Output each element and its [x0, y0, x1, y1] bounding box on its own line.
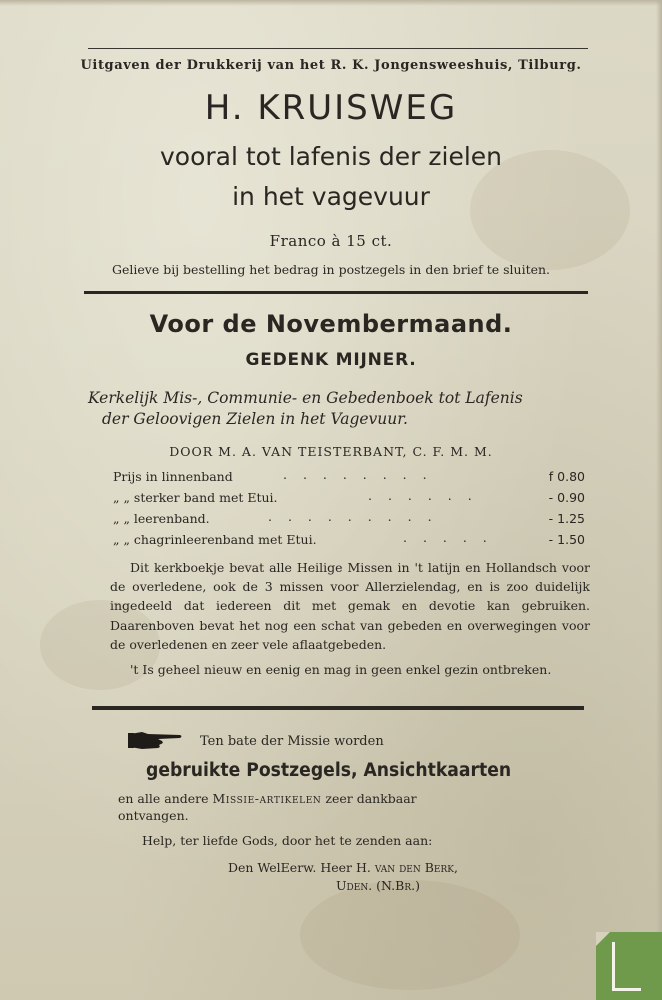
missie-line3-prefix: en alle andere: [118, 791, 209, 806]
price-leader-dots: . . . . .: [403, 530, 493, 545]
price-row: [113, 490, 593, 511]
price-list: [113, 469, 593, 553]
address-line1: [228, 860, 458, 875]
watermark-logo-mark: [612, 942, 641, 991]
book-author: DOOR M. A. VAN TEISTERBANT, C. F. M. M.: [169, 444, 493, 459]
price-label: Prijs in linnenband: [113, 469, 233, 484]
section-divider: [84, 291, 588, 294]
missie-line3: [118, 791, 417, 806]
kruisweg-price: Franco à 15 ct.: [269, 232, 393, 250]
book-description: [88, 388, 598, 430]
book-paragraph-text: 't Is geheel nieuw en eenig en mag in geen enkel gezin ontbreken.: [130, 662, 552, 677]
order-instruction: Gelieve bij bestelling het bedrag in postzegels in den brief te sluiten.: [111, 262, 551, 277]
price-row: [113, 532, 593, 553]
price-leader-dots: . . . . . . . .: [283, 467, 433, 482]
price-leader-dots: . . . . . . . . .: [268, 509, 438, 524]
price-amount: - 0.90: [548, 490, 585, 505]
november-heading: Voor de Novembermaand.: [149, 310, 513, 338]
address-prefix: Den WelEerw. Heer H.: [228, 860, 371, 875]
missie-line4: ontvangen.: [118, 808, 189, 823]
missie-line1: Ten bate der Missie worden: [200, 734, 384, 749]
watermark-logo-corner: [596, 932, 610, 946]
price-amount: f 0.80: [548, 469, 585, 484]
paper-stain: [300, 880, 520, 990]
book-paragraph-text: Dit kerkboekje bevat alle Heilige Missen in 't latijn en Hollandsch voor de overledene, ook de 3 missen voor Allerzielendag, en is zoo duidelijk ingedeeld dat iedereen dit met gemak en devotie kan gebruiken. Daarenboven bevat het nog een schat van gebeden en overwegingen voor de overledenen en zeer vele aflaatgebeden.: [110, 560, 590, 652]
book-description-line1: Kerkelijk Mis-, Communie- en Gebedenboek tot Lafenis: [88, 389, 523, 407]
address-name: van den Berk,: [374, 860, 458, 875]
missie-line3-caps: Missie-artikelen: [212, 791, 322, 806]
paper-edge: [0, 0, 662, 6]
price-label: „ „ sterker band met Etui.: [113, 490, 278, 505]
section-divider: [92, 706, 584, 710]
book-paragraph: [110, 558, 590, 654]
price-amount: - 1.25: [548, 511, 585, 526]
address-place: Uden. (N.Br.): [336, 878, 420, 893]
price-row: [113, 511, 593, 532]
price-label: „ „ leerenband.: [113, 511, 210, 526]
book-description-line2: der Geloovigen Zielen in het Vagevuur.: [102, 410, 408, 428]
missie-line3-suffix: zeer dankbaar: [325, 791, 417, 806]
missie-line2: gebruikte Postzegels, Ansichtkaarten: [146, 760, 512, 781]
publisher-line: Uitgaven der Drukkerij van het R. K. Jongensweeshuis, Tilburg.: [80, 58, 582, 73]
price-row: [113, 469, 593, 490]
kruisweg-title: H. KRUISWEG: [204, 88, 458, 128]
kruisweg-subtitle-line1: vooral tot lafenis der zielen: [159, 142, 503, 171]
price-amount: - 1.50: [548, 532, 585, 547]
price-label: „ „ chagrinleerenband met Etui.: [113, 532, 317, 547]
top-rule: [88, 48, 588, 49]
book-title: GEDENK MIJNER.: [245, 350, 417, 370]
book-paragraph: [110, 660, 590, 679]
kruisweg-subtitle-line2: in het vagevuur: [232, 182, 430, 211]
price-leader-dots: . . . . . .: [368, 488, 478, 503]
missie-line5: Help, ter liefde Gods, door het te zenden aan:: [142, 833, 433, 848]
pointing-hand-icon: [128, 728, 184, 752]
